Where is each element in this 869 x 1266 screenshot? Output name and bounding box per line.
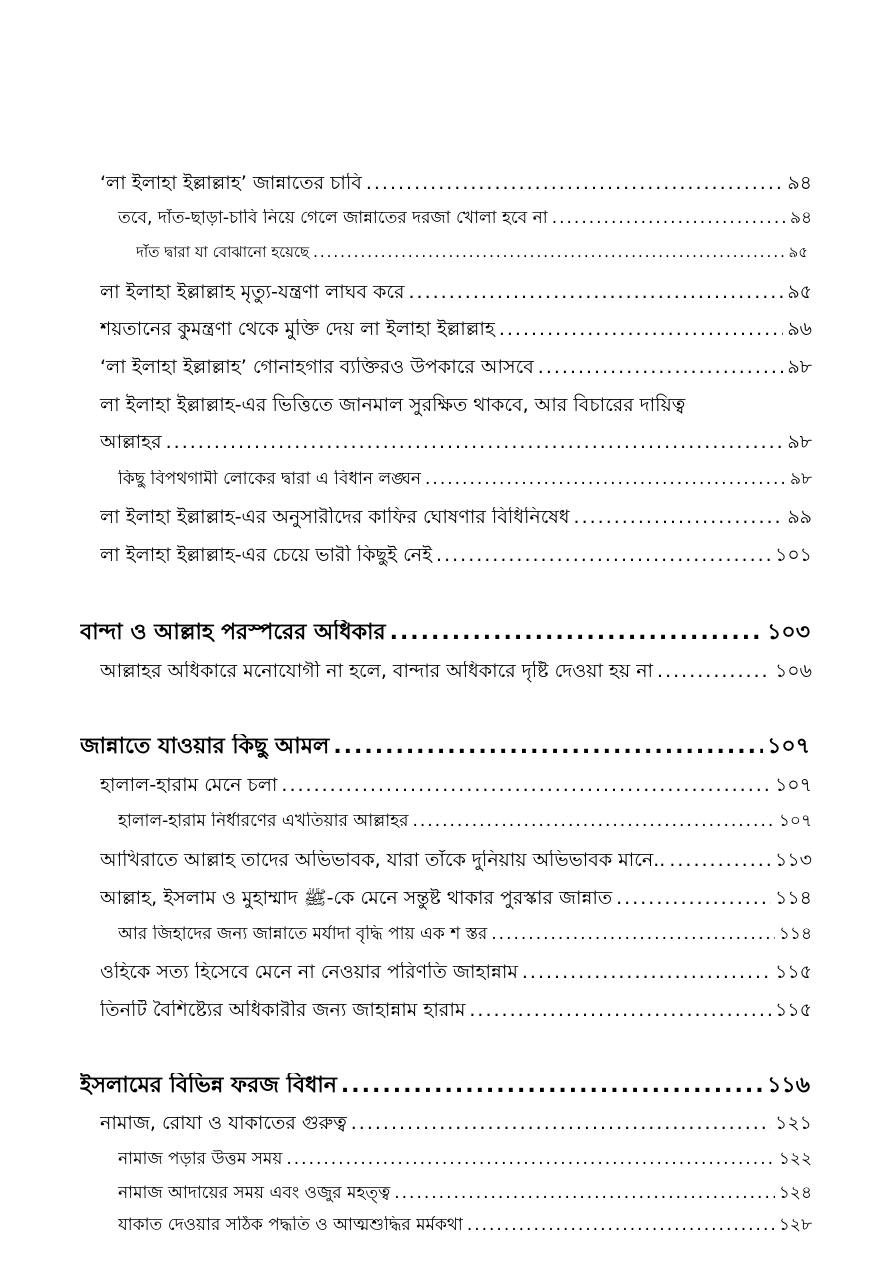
entry-page-number: ৯৫ — [788, 244, 808, 261]
toc-entry — [100, 1000, 812, 1022]
toc-entry — [118, 1184, 812, 1204]
entry-title: হালাল-হারাম মেনে চলা — [100, 775, 278, 796]
entry-title: আখিরাতে আল্লাহ তাদের অভিভাবক, যারা তাঁকে দুনিয়ায় অভিভাবক মানে.. — [100, 850, 666, 871]
entry-title: লা ইলাহা ইল্লাল্লাহ মৃত্যু-যন্ত্রণা লাঘব করে — [100, 282, 405, 303]
toc-entry — [118, 1216, 812, 1236]
chapter-page-number: ১১৬ — [767, 1073, 810, 1098]
entry-page-number: ১২৪ — [778, 1184, 812, 1203]
entry-title: দাঁত দ্বারা যা বোঝানো হয়েছে — [136, 244, 310, 261]
toc-entry — [100, 1113, 812, 1135]
entry-title: নামাজ পড়ার উত্তম সময় — [118, 1150, 283, 1169]
entry-page-number: ১০১ — [774, 545, 812, 566]
toc-entry — [100, 507, 812, 529]
toc-entry — [100, 888, 812, 910]
dot-leader — [538, 357, 784, 379]
entry-page-number: ৯৬ — [787, 319, 812, 340]
entry-page-number: ৯৮ — [789, 470, 812, 489]
entry-title: লা ইলাহা ইল্লাল্লাহ-এর চেয়ে ভারী কিছুই নেই — [100, 545, 433, 566]
toc-entry — [118, 812, 812, 832]
dot-leader — [351, 1113, 771, 1135]
entry-title: হালাল-হারাম নির্ধারণের এখতিয়ার আল্লাহর — [118, 812, 409, 831]
entry-title: ওহিকে সত্য হিসেবে মেনে না নেওয়ার পরিণতি জাহান্নাম — [100, 962, 518, 983]
entry-page-number: ১১৫ — [775, 962, 812, 983]
dot-leader — [390, 620, 764, 645]
toc-entry — [118, 925, 812, 945]
dot-leader — [669, 850, 771, 872]
toc-entry — [118, 1150, 812, 1170]
entry-title: ‘লা ইলাহা ইল্লাল্লাহ’ জান্নাতের চাবি — [100, 173, 362, 194]
toc-entry — [118, 470, 812, 490]
entry-title: কিছু বিপথগামী লোকের দ্বারা এ বিধান লঙ্ঘন — [118, 470, 422, 489]
toc-chapter — [80, 734, 810, 759]
dot-leader — [574, 507, 784, 529]
chapter-title: বান্দা ও আল্লাহ পরস্পরের অধিকার — [80, 620, 386, 645]
entry-page-number: ১০৭ — [774, 775, 812, 796]
entry-title: যাকাত দেওয়ার সঠিক পদ্ধতি ও আত্মশুদ্ধির মর্মকথা — [118, 1216, 463, 1235]
dot-leader — [657, 661, 771, 683]
entry-title-line1: লা ইলাহা ইল্লাল্লাহ-এর ভিত্তিতে জানমাল সুরক্ষিত থাকবে, আর বিচারের দায়িত্ব — [100, 394, 686, 416]
chapter-title: ইসলামের বিভিন্ন ফরজ বিধান — [80, 1073, 337, 1098]
entry-page-number: ৯৯ — [787, 507, 812, 528]
toc-entry — [100, 775, 812, 797]
toc-entry — [100, 432, 812, 454]
dot-leader — [333, 734, 763, 759]
entry-page-number: ৯৮ — [787, 357, 812, 378]
entry-page-number: ৯৫ — [787, 282, 812, 303]
toc-chapter — [80, 1073, 810, 1098]
entry-page-number: ১০৭ — [778, 812, 812, 831]
dot-leader — [436, 545, 771, 567]
dot-leader — [425, 470, 786, 490]
dot-leader — [469, 1000, 771, 1022]
entry-title: তবে, দাঁত-ছাড়া-চাবি নিয়ে গেলে জান্নাতের দরজা খোলা হবে না — [118, 209, 548, 228]
toc-entry — [100, 850, 812, 872]
entry-page-number: ১১৩ — [774, 850, 812, 871]
dot-leader — [467, 1216, 775, 1236]
entry-page-number: ১১৪ — [775, 888, 812, 909]
entry-title: ‘লা ইলাহা ইল্লাল্লাহ’ গোনাহগার ব্যক্তিরও উপকারে আসবে — [100, 357, 534, 378]
dot-leader — [616, 888, 771, 910]
entry-page-number: ১১৪ — [778, 925, 812, 944]
entry-title: আল্লাহর অধিকারে মনোযোগী না হলে, বান্দার অধিকারে দৃষ্টি দেওয়া হয় না — [100, 661, 654, 682]
chapter-page-number: ১০৭ — [767, 734, 810, 759]
toc-chapter — [80, 620, 810, 645]
toc-entry — [100, 319, 812, 341]
dot-leader — [394, 1184, 775, 1204]
entry-title: নামাজ, রোযা ও যাকাতের গুরুত্ব — [100, 1113, 347, 1134]
dot-leader — [412, 812, 774, 832]
dot-leader — [366, 173, 783, 195]
entry-page-number: ৯৪ — [789, 209, 812, 228]
entry-title: নামাজ আদায়ের সময় এবং ওজুর মহত্ত্ব — [118, 1184, 391, 1203]
toc-entry — [118, 209, 812, 229]
entry-title: লা ইলাহা ইল্লাল্লাহ-এর অনুসারীদের কাফির ঘোষণার বিধিনিষেধ — [100, 507, 570, 528]
toc-entry — [136, 244, 808, 261]
toc-entry — [100, 962, 812, 984]
toc-entry — [100, 282, 812, 304]
entry-title: তিনটি বৈশিষ্ট্যের অধিকারীর জন্য জাহান্নাম হারাম — [100, 1000, 466, 1021]
dot-leader — [286, 1150, 775, 1170]
entry-title: আল্লাহ, ইসলাম ও মুহাম্মাদ ﷺ-কে মেনে সন্তুষ্ট থাকার পুরস্কার জান্নাত — [100, 888, 613, 909]
entry-page-number: ১২১ — [774, 1113, 812, 1134]
dot-leader — [522, 962, 771, 984]
entry-page-number: ১০৬ — [774, 661, 812, 682]
dot-leader — [491, 925, 775, 945]
entry-page-number: ১২৮ — [778, 1216, 812, 1235]
toc-entry — [100, 661, 812, 683]
dot-leader — [313, 244, 784, 261]
dot-leader — [281, 775, 771, 797]
entry-title: শয়তানের কুমন্ত্রণা থেকে মুক্তি দেয় লা ইলাহা ইল্লাল্লাহ — [100, 319, 495, 340]
chapter-title: জান্নাতে যাওয়ার কিছু আমল — [80, 734, 330, 759]
entry-page-number: ৯৪ — [787, 173, 812, 194]
chapter-page-number: ১০৩ — [767, 620, 810, 645]
dot-leader — [552, 209, 786, 229]
toc-entry — [100, 357, 812, 379]
dot-leader — [341, 1073, 763, 1098]
entry-page-number: ৯৮ — [787, 432, 812, 453]
entry-page-number: ১১৫ — [775, 1000, 812, 1021]
entry-title: আর জিহাদের জন্য জান্নাতে মর্যাদা বৃদ্ধি পায় এক শ স্তর — [118, 925, 488, 944]
dot-leader — [499, 319, 783, 341]
toc-entry — [100, 173, 812, 195]
toc-entry — [100, 545, 812, 567]
dot-leader — [409, 282, 784, 304]
entry-title: আল্লাহর — [100, 432, 162, 453]
entry-page-number: ১২২ — [778, 1150, 812, 1169]
dot-leader — [166, 432, 784, 454]
